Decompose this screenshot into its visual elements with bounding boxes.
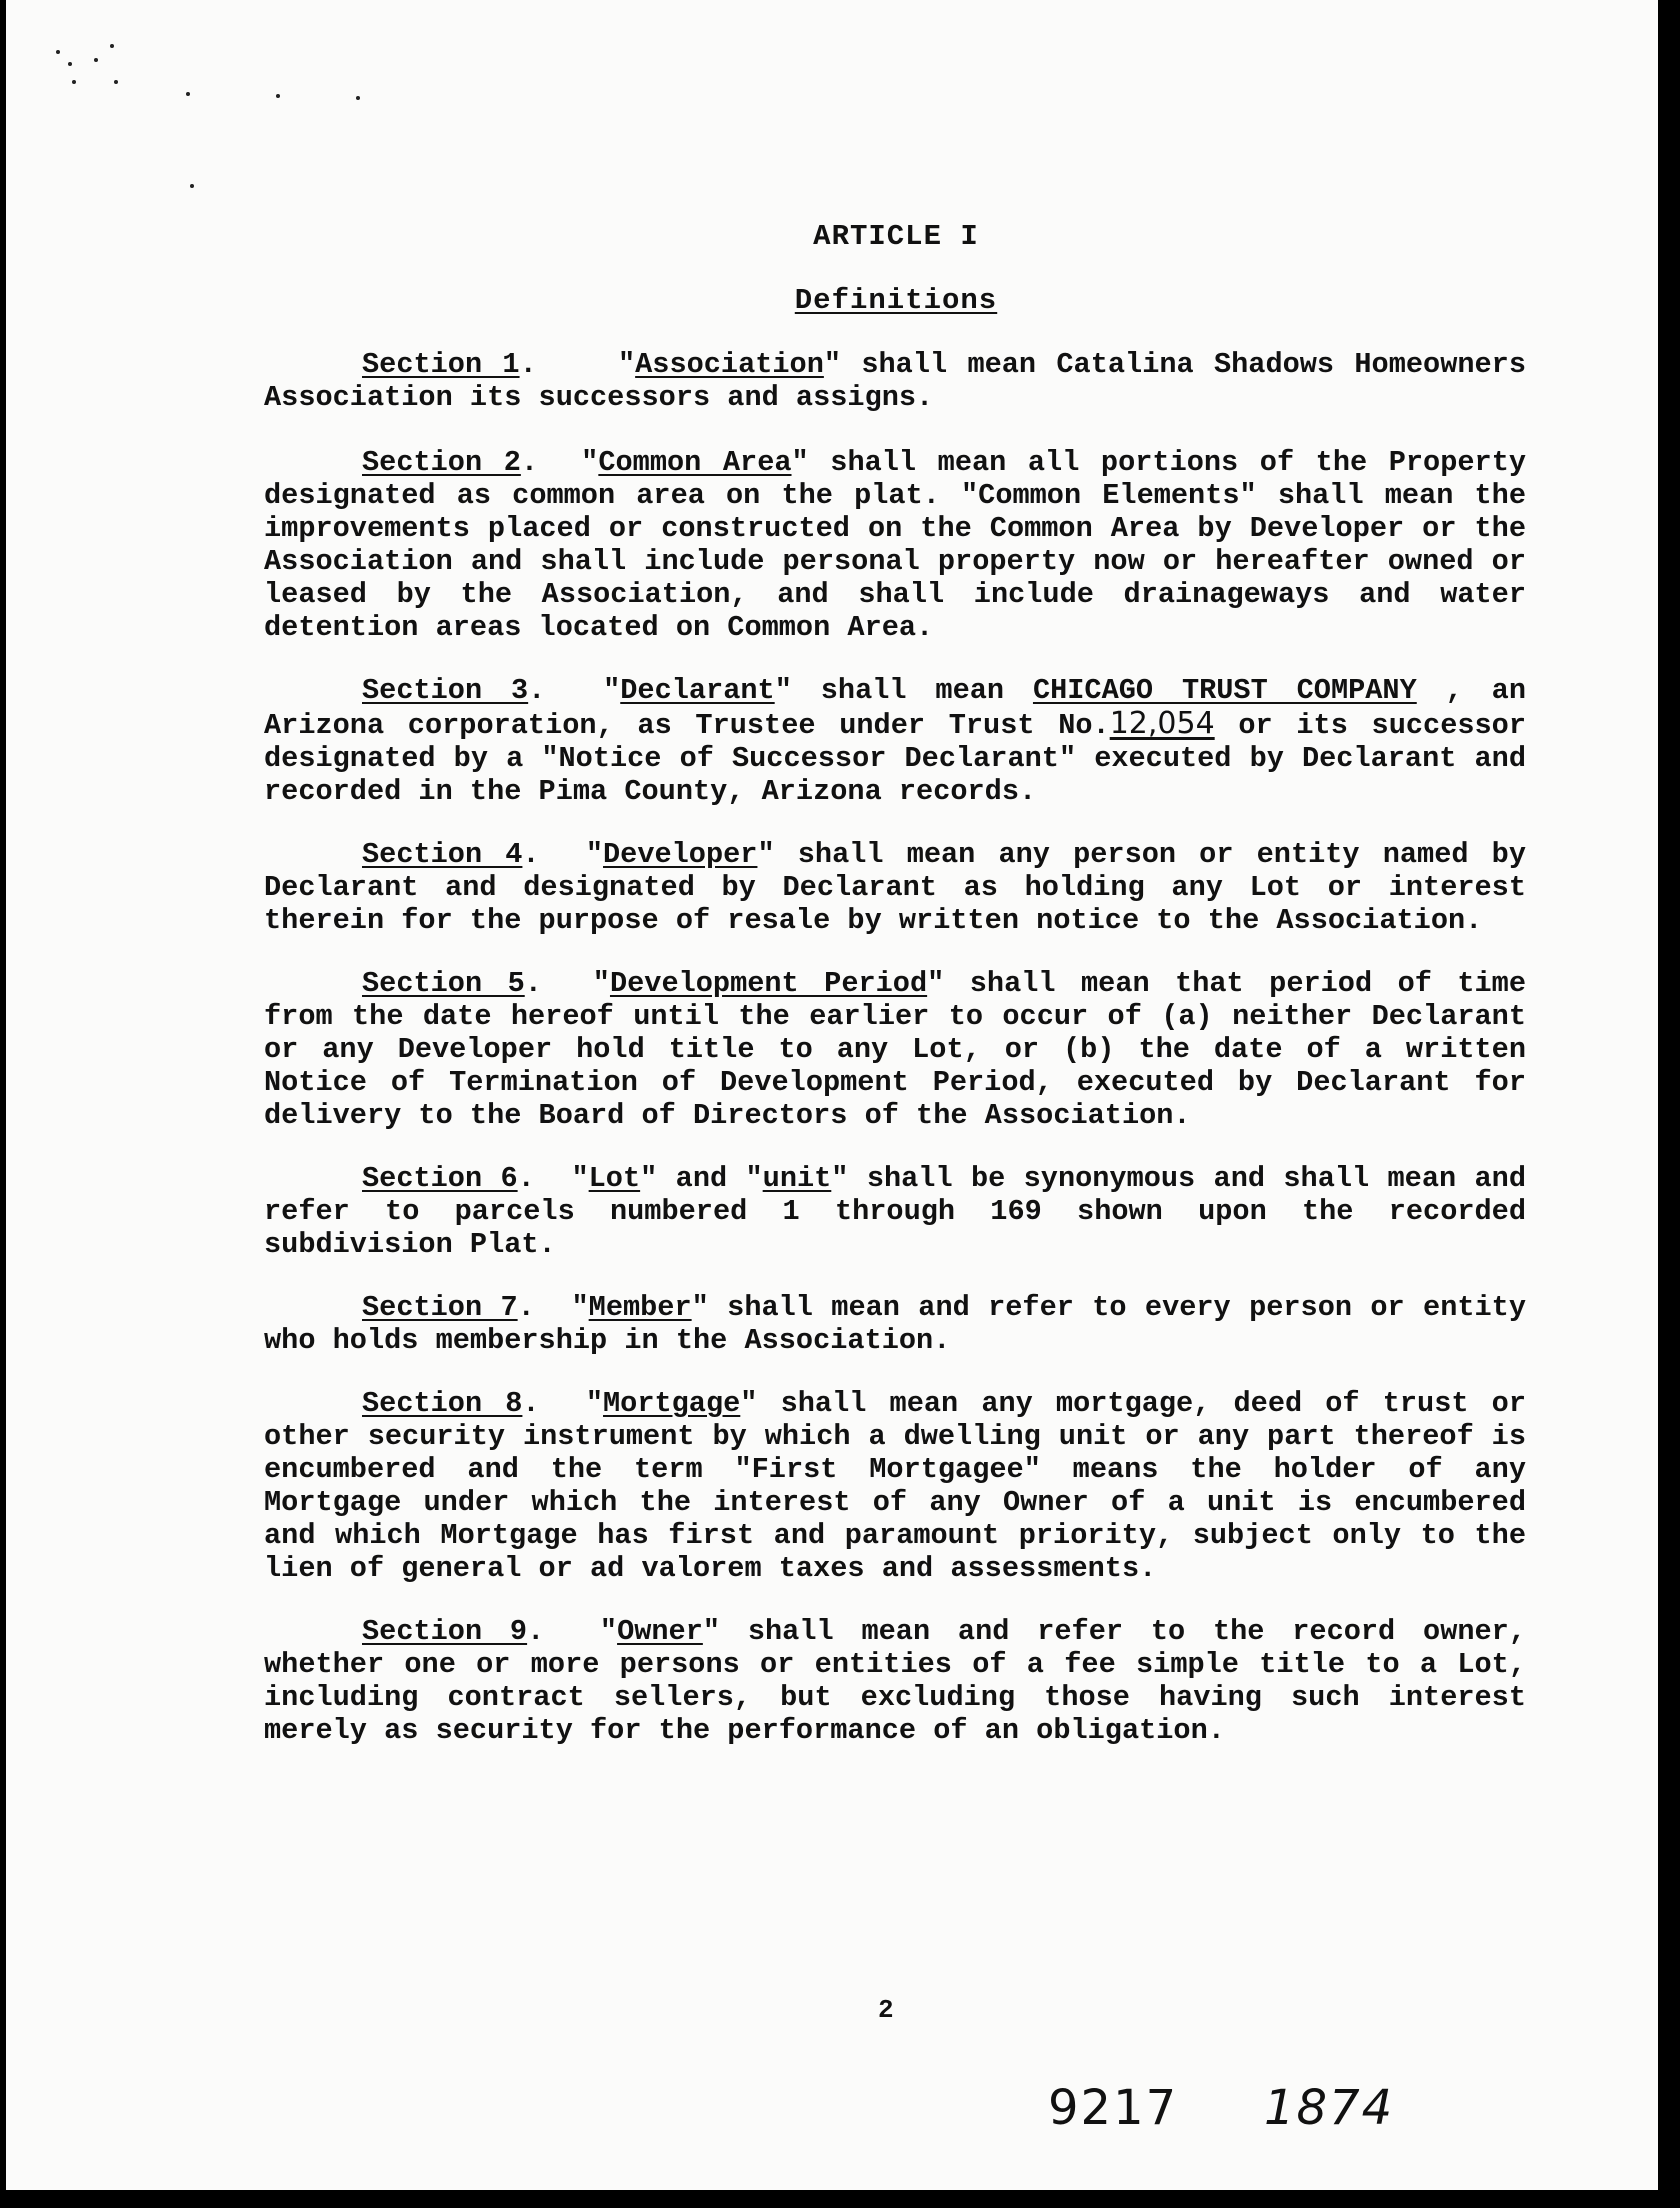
section-text: shall mean Catalina Shadows Homeowners Association its successors and assigns.: [264, 348, 1526, 414]
defined-term: Mortgage: [603, 1387, 741, 1420]
defined-term: Development Period: [609, 967, 928, 1000]
scan-speck: [186, 92, 190, 96]
page-number: 2: [878, 1995, 894, 2025]
section-text: shall mean and refer to every person or entity who holds membership in the Association.: [264, 1291, 1526, 1357]
section-text: shall mean all portions of the Property designated as common area on the plat. "Common Elements" shall mean the improvements placed or constructed on the Common Area by Developer or the Association and shall include personal property now or hereafter owned or leased by the Association, and shall include drainageways and water detention areas located on Common Area.: [264, 446, 1527, 644]
section-text: or its successor designated by a "Notice of Successor Declarant" executed by Declarant and recorded in the Pima County, Arizona records.: [264, 709, 1526, 808]
section-8: Section 8. "Mortgage" shall mean any mortgage, deed of trust or other security instrument by which a dwelling unit or any part thereof is encumbered and the term "First Mortgagee" means the holder of any Mortgage under which the interest of any Owner of a unit is encumbered and which Mortgage has first and paramount priority, subject only to the lien of general or ad valorem taxes and assessments.: [264, 1387, 1526, 1585]
section-label: Section 4: [362, 838, 523, 871]
section-text: and: [675, 1162, 728, 1195]
scan-speck: [114, 80, 118, 84]
section-2: Section 2. "Common Area" shall mean all portions of the Property designated as common area on the plat. "Common Elements" shall mean the improvements placed or constructed on the Common Area by Developer or the Association and shall include personal property now or hereafter owned or leased by the Association, and shall include drainageways and water detention areas located on Common Area.: [264, 446, 1527, 644]
scan-speck: [56, 50, 60, 54]
section-label: Section 2: [362, 446, 521, 479]
scan-speck: [356, 96, 360, 100]
defined-term: Lot: [588, 1162, 641, 1195]
scan-speck: [72, 80, 76, 84]
defined-term: Association: [635, 348, 824, 381]
scan-speck: [94, 58, 98, 62]
section-label: Section 8: [362, 1387, 523, 1420]
section-5: Section 5. "Development Period" shall mean that period of time from the date hereof until the earlier to occur of (a) neither Declarant or any Developer hold title to any Lot, or (b) the date of a written Notice of Termination of Development Period, executed by Declarant for delivery to the Board of Directors of the Association.: [264, 967, 1526, 1132]
recording-stamp-book: 9217: [1048, 2080, 1179, 2136]
section-text: shall mean that period of time from the date hereof until the earlier to occur of (a) neither Declarant or any Developer hold title to any Lot, or (b) the date of a written Notice of Termination of Development Period, executed by Declarant for delivery to the Board of Directors of the Association.: [264, 967, 1526, 1132]
section-9: Section 9. "Owner" shall mean and refer to the record owner, whether one or more persons or entities of a fee simple title to a Lot, including contract sellers, but excluding those having such interest merely as security for the performance of an obligation.: [264, 1615, 1526, 1747]
defined-term: Owner: [617, 1615, 703, 1648]
section-text: shall mean any mortgage, deed of trust or other security instrument by which a dwelling unit or any part thereof is encumbered and the term "First Mortgagee" means the holder of any Mortgage under which the interest of any Owner of a unit is encumbered and which Mortgage has first and paramount priority, subject only to the lien of general or ad valorem taxes and assessments.: [264, 1387, 1526, 1585]
section-text: , an Arizona corporation, as Trustee under Trust No.: [264, 674, 1526, 742]
section-1: Section 1. "Association" shall mean Catalina Shadows Homeowners Association its successors and assigns.: [264, 348, 1526, 414]
section-text: shall mean: [820, 674, 1005, 707]
section-4: Section 4. "Developer" shall mean any person or entity named by Declarant and designated by Declarant as holding any Lot or interest therein for the purpose of resale by written notice to the Association.: [264, 838, 1526, 937]
section-label: Section 9: [362, 1615, 528, 1648]
defined-term: Common Area: [598, 446, 792, 479]
scan-speck: [68, 62, 72, 66]
section-6: Section 6. "Lot" and "unit" shall be synonymous and shall mean and refer to parcels numbered 1 through 169 shown upon the recorded subdivision Plat.: [264, 1162, 1526, 1261]
trust-number-handwritten: 12,054: [1109, 706, 1215, 741]
section-label: Section 5: [362, 967, 525, 1000]
definitions-body: [264, 348, 1526, 1777]
section-3: Section 3. "Declarant" shall mean CHICAGO TRUST COMPANY , an Arizona corporation, as Trustee under Trust No.12,054 or its successor designated by a "Notice of Successor Declarant" executed by Declarant and recorded in the Pima County, Arizona records.: [264, 674, 1526, 808]
article-title: ARTICLE I: [813, 220, 979, 253]
recording-stamp-page: 1874: [1264, 2080, 1395, 2136]
defined-term: Developer: [603, 838, 758, 871]
scan-speck: [276, 94, 280, 98]
section-text: shall mean any person or entity named by Declarant and designated by Declarant as holding any Lot or interest therein for the purpose of resale by written notice to the Association.: [264, 838, 1526, 937]
definitions-subtitle: Definitions: [794, 284, 998, 317]
scan-speck: [110, 44, 114, 48]
document-page: [6, 0, 1658, 2190]
section-7: Section 7. "Member" shall mean and refer to every person or entity who holds membership in the Association.: [264, 1291, 1526, 1357]
declarant-name-field: CHICAGO TRUST COMPANY: [1032, 674, 1417, 707]
section-label: Section 7: [362, 1291, 518, 1324]
section-label: Section 6: [362, 1162, 518, 1195]
defined-term: Member: [588, 1291, 692, 1324]
scan-speck: [190, 184, 194, 188]
defined-term: Declarant: [620, 674, 775, 707]
section-text: shall mean and refer to the record owner, whether one or more persons or entities of a fee simple title to a Lot, including contract sellers, but excluding those having such interest merely as security for the performance of an obligation.: [264, 1615, 1526, 1747]
section-label: Section 3: [362, 674, 529, 707]
section-text: shall be synonymous and shall mean and refer to parcels numbered 1 through 169 shown upon the recorded subdivision Plat.: [264, 1162, 1526, 1261]
section-label: Section 1: [362, 348, 520, 381]
defined-term: unit: [762, 1162, 832, 1195]
